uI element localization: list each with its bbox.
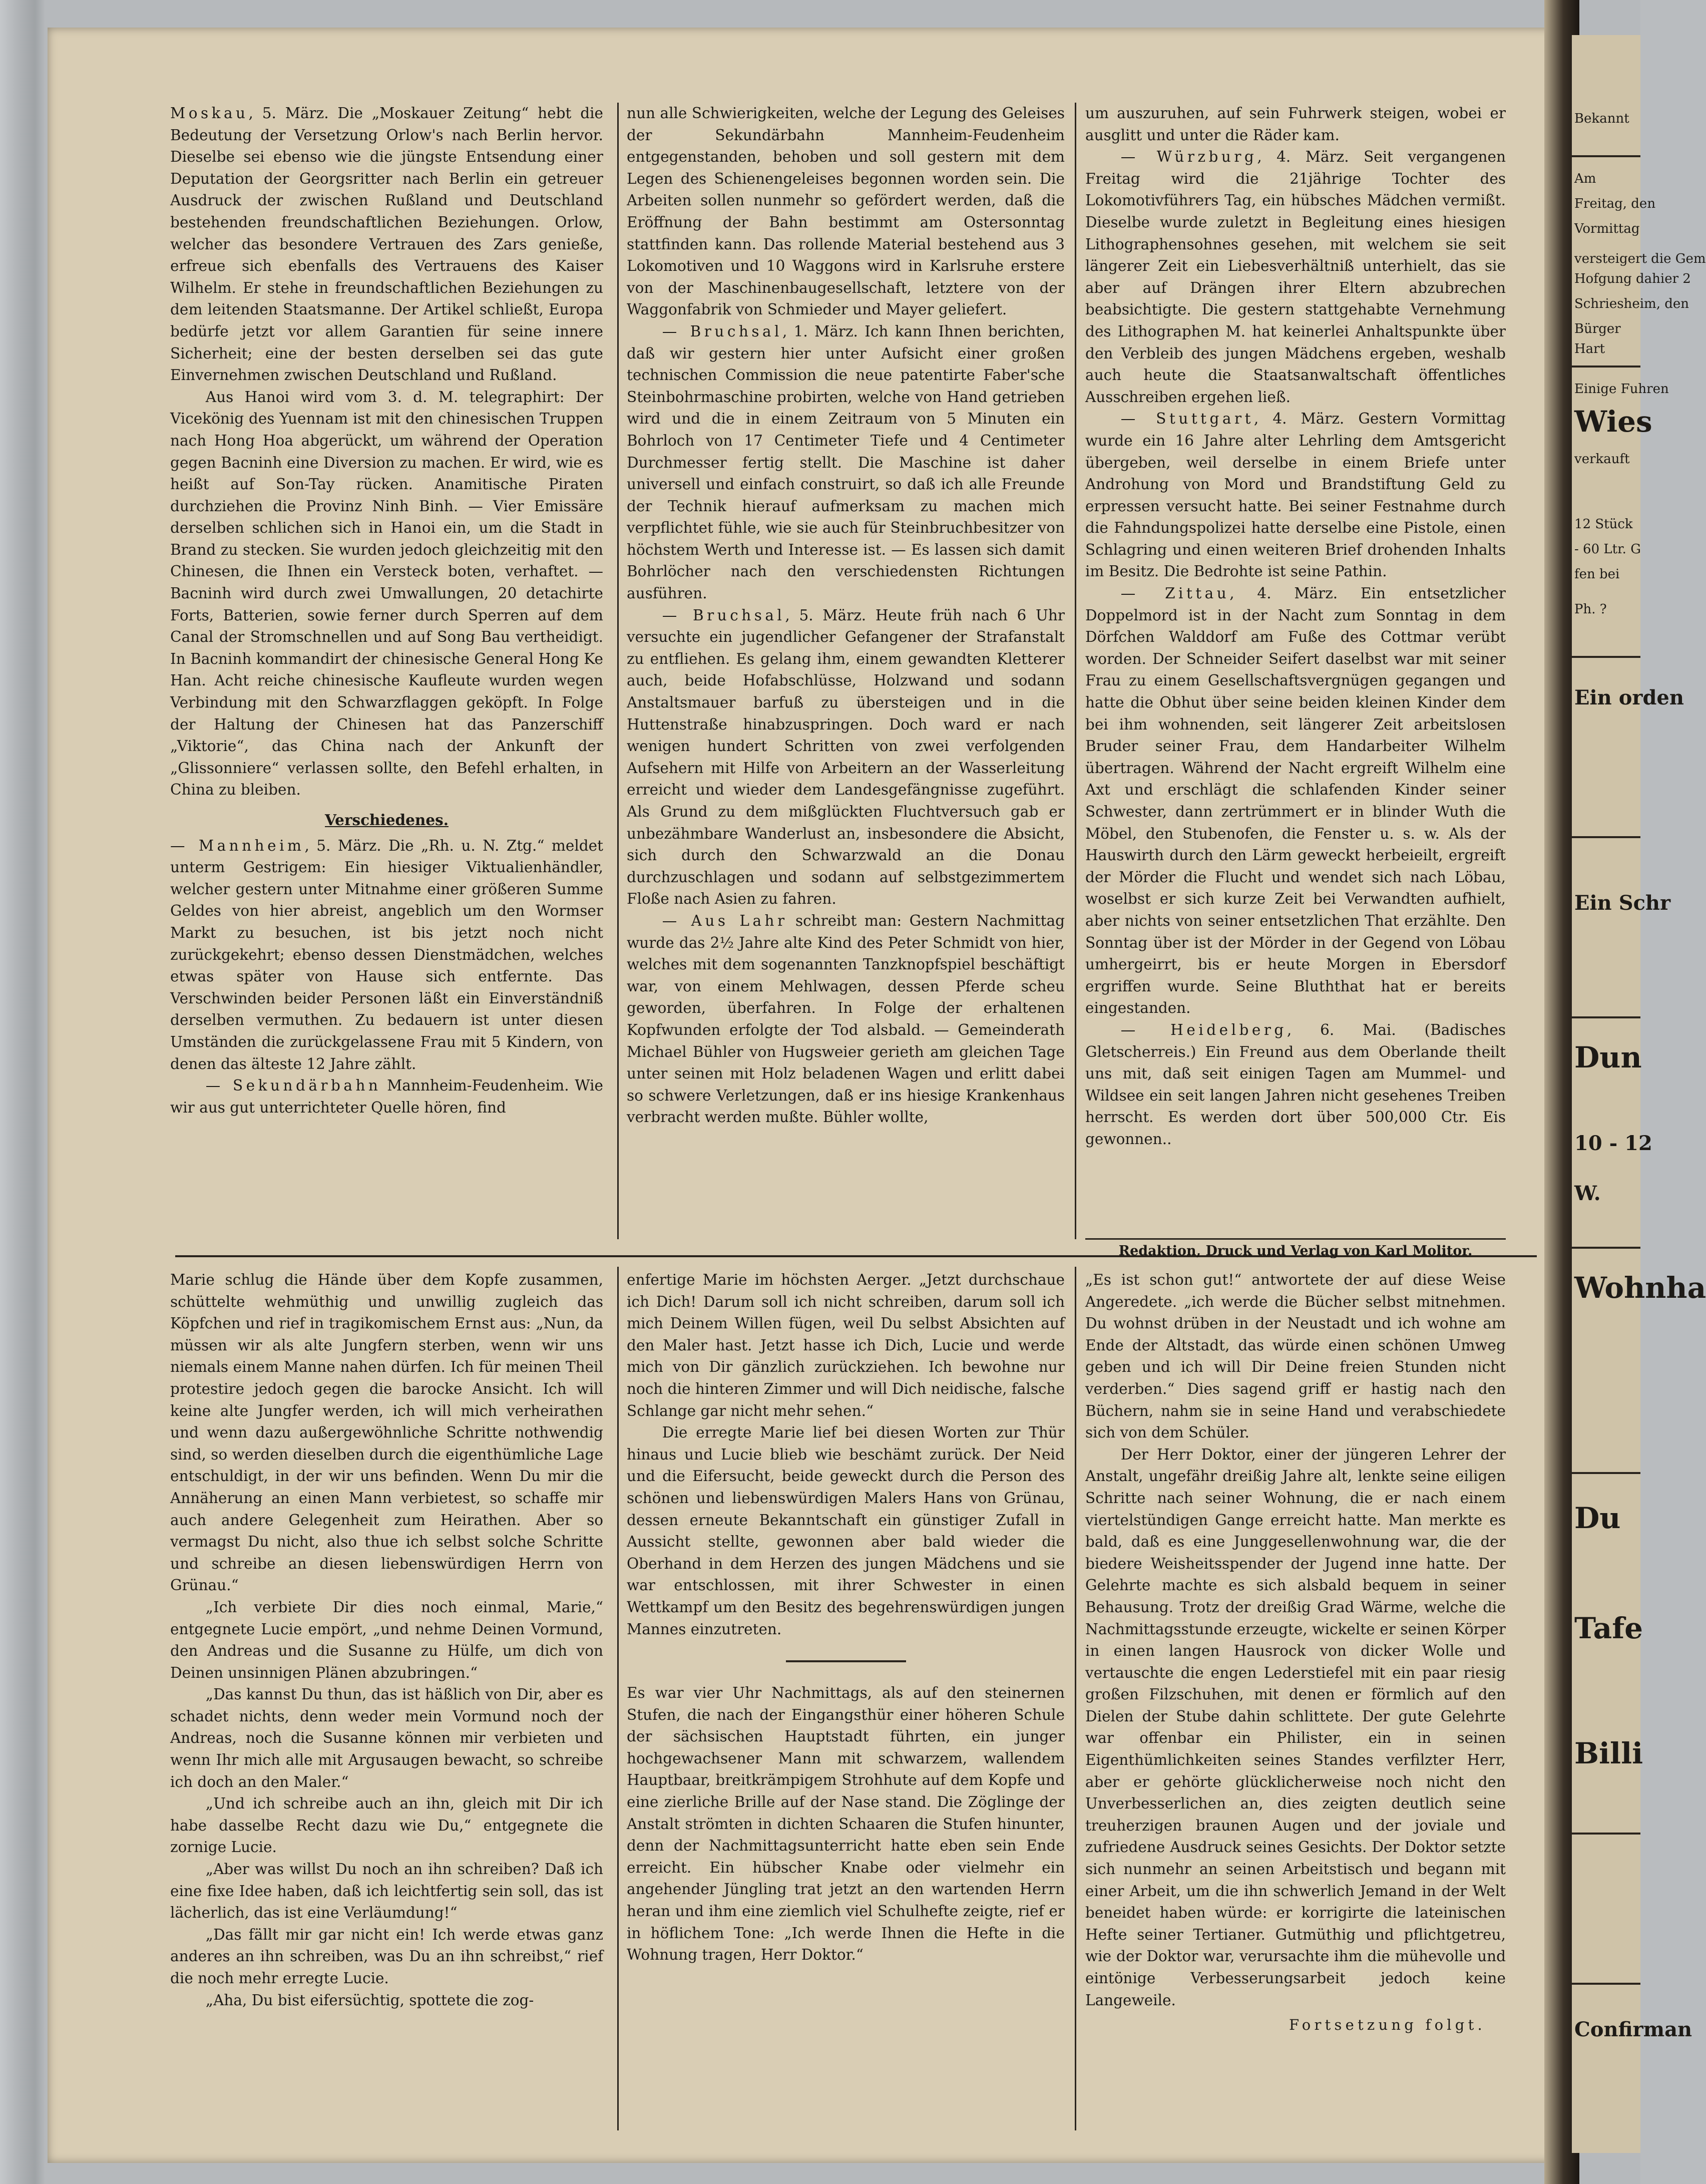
article-text: „Und ich schreibe auch an ihn, gleich mit Dir ich habe dasselbe Recht dazu wie Du,“ entgegnete die zornige Lucie. [170, 1795, 603, 1856]
article-paragraph [170, 1269, 603, 1597]
ad-fragment: Einige Fuhren [1574, 382, 1669, 397]
ad-fragment: Hofgung dahier 2 [1574, 271, 1691, 286]
ad-border [1572, 1016, 1640, 1018]
news-column-1 [170, 103, 603, 1249]
column-1-articles-after [170, 835, 603, 1119]
ad-fragment: - 60 Ltr. G [1574, 542, 1641, 557]
ad-fragment: Vormittag [1574, 221, 1640, 236]
article-text: , 5. März. Die „Rh. u. N. Ztg.“ meldet unterm Gestrigem: Ein hiesiger Viktualienhändler, welcher gestern unter Mitnahme einer größeren Summe Geldes von hier abreist, angeblich um den Wormser Markt zu besuchen, ist bis jetzt noch nicht zurückgekehrt; ebenso dessen Dienstmädchen, welches etwas später von Hause sich entfernte. Das Verschwinden beider Personen läßt ein Einverständniß derselben vermuthen. Zu bedauern ist unter diesen Umständen die zurückgelassene Frau mit 5 Kindern, von denen das älteste 12 Jahre zählt. [170, 837, 603, 1072]
article-paragraph [170, 1924, 603, 1990]
article-paragraph [627, 1422, 1065, 1640]
article-paragraph [1085, 408, 1506, 583]
article-paragraph [170, 1075, 603, 1119]
ad-fragment: 12 Stück [1574, 517, 1633, 532]
article-paragraph [627, 1682, 1065, 1966]
article-paragraph [627, 1269, 1065, 1422]
feuilleton-column-1 [170, 1269, 603, 2140]
ad-fragment: Confirman [1574, 2018, 1692, 2041]
article-text: „Das kannst Du thun, das ist häßlich von Dir, aber es schadet nichts, denn weder mein Vormund noch der Andreas, noch die Susanne können mir verbieten und wenn Ihr mich alle mit Argusaugen bewacht, so schreibe ich doch an den Maler.“ [170, 1686, 603, 1790]
feuilleton-column-2-text [627, 1269, 1065, 1640]
article-dateline: — Bruchsal [662, 322, 782, 340]
article-text: , 4. März. Ein entsetzlicher Doppelmord ist in der Nacht zum Sonntag in dem Dörfchen Walddorf am Fuße des Cottmar verübt worden. Der Schneider Seifert daselbst war mit seiner Frau zu einem Gesellschaftsvergnügen gegangen und hatte die Obhut über seine beiden kleinen Kinder dem bei ihm wohnenden, seit längerer Zeit arbeitslosen Bruder seiner Frau, dem Handarbeiter Wilhelm übertragen. Während der Nacht ergreift Wilhelm eine Axt und erschlägt die schlafenden Kinder seiner Schwester, dann zertrümmert er in blinder Wuth die Möbel, den Stubenofen, die Fenster u. s. w. Als der Hauswirth durch den Lärm geweckt herbeieilt, ergreift der Mörder die Flucht und wendet sich nach Löbau, woselbst er sich kurze Zeit bei Verwandten aufhielt, aber nichts von seiner entsetzlichen That erzählte. Den Sonntag über ist der Mörder in der Gegend von Löbau umhergeirrt, bis er heute Morgen in Ebersdorf ergriffen wurde. Seine Bluththat hat er bereits eingestanden. [1085, 585, 1506, 1017]
ad-fragment: Schriesheim, den [1574, 296, 1689, 311]
article-text: , 4. März. Gestern Vormittag wurde ein 16 Jahre alter Lehrling dem Amtsgericht übergeben, weil derselbe in einem Briefe unter Androhung von Mord und Brandstiftung Geld zu erpressen versucht hatte. Bei seiner Festnahme durch die Fahndungspolizei hatte derselbe eine Pistole, einen Schlagring und einen weiteren Brief drohenden Inhalts im Besitz. Die Bedrohte ist seine Pathin. [1085, 410, 1506, 580]
article-paragraph [1085, 103, 1506, 146]
ad-border [1572, 1472, 1640, 1474]
feuilleton-column-3-text [1085, 1269, 1506, 2011]
article-text: , 5. März. Heute früh nach 6 Uhr versuchte ein jugendlicher Gefangener der Strafanstalt zu entfliehen. Es gelang ihm, einem gewandten Kletterer auch, beide Hofabschlüsse, Holzwand und sodann Anstaltsmauer barfuß zu übersteigen und in die Huttenstraße hinabzuspringen. Doch ward er nach wenigen hundert Schritten von zwei verfolgenden Aufsehern mit Hilfe von Arbeitern an der Wasserleitung erreicht und wieder dem Landesgefängnisse zugeführt. Als Grund zu dem mißglückten Fluchtversuch gab er unbezähmbare Wanderlust an, insbesondere die Absicht, sich durch den Schwarzwald an die Donau durchzuschlagen und sodann auf selbstgezimmertem Floße nach Asien zu fahren. [627, 606, 1065, 908]
ad-fragment: fen bei [1574, 567, 1620, 582]
ad-fragment: Ph. ? [1574, 602, 1607, 617]
feuilleton-column-1-text [170, 1269, 603, 2011]
ad-border [1572, 155, 1640, 157]
article-dateline: — Sekundärbahn [205, 1077, 381, 1095]
ad-border [1572, 656, 1640, 658]
feuilleton-column-2 [627, 1269, 1065, 2140]
ad-fragment: Billi [1574, 1736, 1643, 1770]
ad-fragment: Bürger [1574, 321, 1621, 336]
column-rule [617, 103, 619, 1239]
scene-separator [786, 1660, 906, 1662]
article-text: Marie schlug die Hände über dem Kopfe zusammen, schüttelte wehmüthig und unwillig zugleich das Köpfchen und rief in tragikomischem Ernst aus: „Nun, da müssen wir als alte Jungfern sterben, wenn wir uns niemals einem Manne nahen dürfen. Ich für meinen Theil protestire jedoch gegen die barocke Ansicht. Ich will keine alte Jungfer werden, ich will mich verheirathen und wenn dazu außergewöhnliche Schritte nothwendig sind, so werden dieselben durch die eigenthümliche Lage entschuldigt, in der wir uns befinden. Wenn Du mir die Annäherung an einen Mann verbietest, so schaffe mir auch andere Gelegenheit zum Heirathen. Aber so vermagst Du nicht, also thue ich selbst solche Schritte und schreibe an diesen liebenswürdigen Herrn von Grünau.“ [170, 1271, 603, 1594]
article-paragraph [170, 387, 603, 801]
ad-fragment: Wies [1574, 405, 1652, 439]
article-text: Der Herr Doktor, einer der jüngeren Lehrer der Anstalt, ungefähr dreißig Jahre alt, lenkte seine eiligen Schritte nach seiner Wohnung, die er nach einem viertelstündigen Gange erreicht hatte. Man merkte es bald, daß es eine Junggesellenwohnung war, die der biedere Weisheitsspender der Jugend inne hatte. Der Gelehrte machte es sich alsbald bequem in seiner Behausung. Trotz der dreißig Grad Wärme, welche die Nachmittagsstunde erzeugte, wickelte er seinen Körper in einen langen Hausrock von dicker Wolle und vertauschte die engen Lederstiefel mit ein paar riesig großen Filzschuhen, mit denen er förmlich auf den Dielen der Stube dahin schlittete. Der gute Gelehrte war offenbar ein Philister, ein in seinen Eigenthümlichkeiten seines Standes verfilzter Herr, aber er gehörte glücklicherweise noch nicht den Unverbesserlichen an, dies zeigten deutlich seine treuherzigen braunen Augen und der joviale und zufriedene Ausdruck seines Gesichts. Der Doktor setzte sich nunmehr an seinen Arbeitstisch und begann mit einer Arbeit, um die ihn schwerlich Jemand in der Welt beneidet haben würde: er korrigirte die lateinischen Hefte seiner Tertianer. Gutmüthig und pflichtgetreu, wie der Doktor war, verursachte ihm die mühevolle und eintönige Verbesserungsarbeit jedoch keine Langeweile. [1085, 1445, 1506, 2009]
article-text: , 1. März. Ich kann Ihnen berichten, daß wir gestern hier unter Aufsicht einer großen technischen Commission die neue patentirte Faber'sche Steinbohrmaschine probirten, welche von Hand getrieben wird und die in einem Zeitraum von 5 Minuten ein Bohrloch von 17 Centimeter Tiefe und 4 Centimeter Durchmesser fertig stellt. Die Maschine ist daher universell und einfach construirt, so daß ich alle Freunde der Technik hierauf aufmerksam zu machen mich verpflichtet fühle, wie sie auch für Steinbruchbesitzer von höchstem Werth und Interesse ist. — Es lassen sich damit Bohrlöcher nach den verschiedensten Richtungen ausführen. [627, 322, 1065, 602]
article-paragraph [1085, 583, 1506, 1019]
ad-fragment: Tafe [1574, 1611, 1643, 1645]
article-dateline: — Aus Lahr [662, 912, 788, 929]
article-text: schreibt man: Gestern Nachmittag wurde das 2½ Jahre alte Kind des Peter Schmidt von hier, welches mit dem sogenannten Tanzknopfspiel beschäftigt war, von einem Mehlwagen, dessen Pferde scheu geworden, überfahren. In Folge der erhaltenen Kopfwunden erfolgte der Tod alsbald. — Gemeinderath Michael Bühler von Hugsweier gerieth am gleichen Tage unter seinen mit Holz beladenen Wagen und erlitt dabei so schwere Verletzungen, daß er ins hiesige Krankenhaus verbracht werden mußte. Bühler wollte, [627, 912, 1065, 1126]
ad-fragment: 10 - 12 [1574, 1132, 1652, 1155]
article-dateline: Moskau [170, 105, 249, 122]
article-paragraph [1085, 146, 1506, 408]
ad-fragment: Hart [1574, 341, 1605, 356]
article-text: „Aber was willst Du noch an ihn schreiben? Daß ich eine fixe Idee haben, daß ich leichtfertig sein soll, das ist lächerlich, das ist eine Verläumdung!“ [170, 1861, 603, 1922]
article-text: um auszuruhen, auf sein Fuhrwerk steigen, wobei er ausglitt und unter die Räder kam. [1085, 105, 1506, 144]
column-1-articles [170, 103, 603, 801]
ad-fragment: Am [1574, 171, 1596, 186]
ad-fragment: Ein Schr [1574, 891, 1671, 915]
column-2-articles [627, 103, 1065, 1129]
article-text: „Es ist schon gut!“ antwortete der auf diese Weise Angeredete. „ich werde die Bücher selbst mitnehmen. Du wohnst drüben in der Neustadt und ich wohne am Ende der Altstadt, das würde einen schönen Umweg geben und ich will Dir Deine freien Stunden nicht verderben.“ Dies sagend griff er hastig nach den Büchern, nahm sie in seine Hand und verabschiedete sich von dem Schüler. [1085, 1271, 1506, 1441]
article-paragraph [1085, 1269, 1506, 1444]
adjacent-page-ads [1572, 35, 1706, 2153]
article-paragraph [170, 1793, 603, 1859]
article-text: , 5. März. Die „Moskauer Zeitung“ hebt die Bedeutung der Versetzung Orlow's nach Berlin hervor. Dieselbe sei ebenso wie die jüngste Entsendung einer Deputation der Georgsritter nach Berlin ein getreuer Ausdruck der zwischen Rußland und Deutschland bestehenden freundschaftlichen Beziehungen. Orlow, welcher das besondere Vertrauen des Zars genieße, erfreue sich ebenfalls des Vertrauens des Kaiser Wilhelm. Er stehe in freundschaftlichen Beziehungen zu dem leitenden Staatsmanne. Der Artikel schließt, Europa bedürfe jetzt vor allem Garantien für seine innere Sicherheit; eine der besten derselben sei das gute Einvernehmen zwischen Deutschland und Rußland. [170, 105, 603, 384]
ad-border [1572, 1247, 1640, 1249]
ad-fragment: Ein orden [1574, 686, 1684, 709]
article-paragraph [627, 910, 1065, 1129]
article-dateline: — Zittau [1120, 585, 1230, 602]
article-text: Die erregte Marie lief bei diesen Worten zur Thür hinaus und Lucie blieb wie beschämt zurück. Der Neid und die Eifersucht, beide geweckt durch die Person des schönen und liebenswürdigen Malers Hans von Grünau, dessen erneute Bekanntschaft ein günstiger Zufall in Aussicht stellte, gewonnen aber bald wieder die Oberhand in dem Herzen des jungen Mädchens und sie war entschlossen, mit ihrer Schwester in einen Wettkampf um den Besitz des begehrenswürdigen jungen Mannes einzutreten. [627, 1424, 1065, 1638]
article-text: Mannheim-Feudenheim. Wie wir aus gut unterrichteter Quelle hören, find [170, 1077, 603, 1116]
article-paragraph [170, 1597, 603, 1684]
imprint-line: Redaktion, Druck und Verlag von Karl Molitor. [1118, 1243, 1473, 1259]
article-text: enfertige Marie im höchsten Aerger. „Jetzt durchschaue ich Dich! Darum soll ich nicht schreiben, darum soll ich mich Deinem Willen fügen, weil Du selbst Absichten auf den Maler hast. Jetzt hasse ich Dich, Lucie und werde mich von Dir gänzlich zurückziehen. Ich bewohne nur noch die hinteren Zimmer und will Dich neidische, falsche Schlange gar nicht mehr sehen.“ [627, 1271, 1065, 1419]
ad-fragment: W. [1574, 1182, 1601, 1205]
article-paragraph [170, 1990, 603, 2012]
article-text: „Das fällt mir gar nicht ein! Ich werde etwas ganz anderes an ihn schreiben, was Du an ihn schreibst,“ rief die noch mehr erregte Lucie. [170, 1926, 603, 1987]
article-text: Es war vier Uhr Nachmittags, als auf den steinernen Stufen, die nach der Eingangsthür einer höheren Schule der sächsischen Hauptstadt führten, ein junger hochgewachsener Mann mit schwarzem, wallendem Hauptbaar, breitkrämpigem Strohhute auf dem Kopfe und eine zierliche Brille auf der Nase stand. Die Zöglinge der Anstalt strömten in dichten Schaaren die Stufen hinunter, denn der Nachmittagsunterricht hatte eben sein Ende erreicht. Ein hübscher Knabe oder vielmehr ein angehender Jüngling trat jetzt an den wartenden Herrn heran und ihm eine ziemlich viel Schulhefte zeigte, rief er in höflichem Tone: „Ich werde Ihnen die Hefte in die Wohnung tragen, Herr Doktor.“ [627, 1684, 1065, 1964]
continuation-notice: Fortsetzung folgt. [1289, 2016, 1486, 2034]
article-text: nun alle Schwierigkeiten, welche der Legung des Geleises der Sekundärbahn Mannheim-Feudenheim entgegenstanden, behoben und soll gestern mit dem Legen des Schienengeleises begonnen worden sein. Die Arbeiten sollen nunmehr so gefördert werden, daß die Eröffnung der Bahn bestimmt am Ostersonntag stattfinden kann. Das rollende Material bestehend aus 3 Lokomotiven und 10 Waggons wird in Karlsruhe erstere von der Maschinenbaugesellschaft, letztere von der Waggonfabrik von Schmieder und Mayer geliefert. [627, 105, 1065, 318]
feuilleton-column-2-text-after [627, 1682, 1065, 1966]
ad-fragment: Bekannt [1574, 111, 1629, 126]
article-text: „Aha, Du bist eifersüchtig, spottete die zog- [205, 1991, 534, 2009]
ad-fragment: Wohnha [1574, 1271, 1706, 1305]
article-paragraph [170, 103, 603, 387]
article-paragraph [170, 835, 603, 1075]
article-paragraph [627, 103, 1065, 321]
article-dateline: — Stuttgart [1120, 410, 1254, 428]
ad-fragment: Freitag, den [1574, 196, 1656, 211]
article-text: , 6. Mai. (Badisches Gletscherreis.) Ein Freund aus dem Oberlande theilt uns mit, daß seit einigen Tagen am Mummel- und Wildsee ein seit langen Jahren nicht gesehenes Treiben herrscht. Es werden dort über 500,000 Ctr. Eis gewonnen.. [1085, 1021, 1506, 1148]
ad-fragment: Dun [1574, 1040, 1642, 1074]
article-dateline: — Heidelberg [1120, 1021, 1287, 1038]
article-paragraph [170, 1859, 603, 1924]
ad-border [1572, 1983, 1640, 1985]
article-paragraph [627, 321, 1065, 605]
news-column-3 [1085, 103, 1506, 1237]
column-rule [1075, 103, 1076, 1239]
article-paragraph [1085, 1019, 1506, 1151]
ad-border [1572, 836, 1640, 838]
article-text: „Ich verbiete Dir dies noch einmal, Marie,“ entgegnete Lucie empört, „und nehme Deinen Vormund, den Andreas und die Susanne zu Hülfe, um dich von Deinen unsinnigen Plänen abzubringen.“ [170, 1598, 603, 1681]
news-column-2 [627, 103, 1065, 1249]
feuilleton-column-3 [1085, 1269, 1506, 2140]
article-dateline: — Bruchsal [662, 606, 785, 624]
column-rule [617, 1267, 619, 2130]
article-dateline: — Würzburg [1120, 148, 1257, 166]
column-3-articles [1085, 103, 1506, 1151]
section-heading: Verschiedenes. [325, 811, 449, 829]
article-text: Aus Hanoi wird vom 3. d. M. telegraphirt: Der Vicekönig des Yuennam ist mit den chinesischen Truppen nach Hong Hoa abgerückt, um während der Operation gegen Bacninh eine Diversion zu machen. Er wird, wie es heißt auf Son-Tay rücken. Anamitische Piraten durchziehen die Provinz Ninh Binh. — Vier Emissäre derselben schlichen sich in Hanoi ein, um die Stadt in Brand zu stecken. Sie wurden jedoch gleichzeitig mit den Chinesen, die Ihnen ein Versteck boten, verhaftet. — Bacninh wird durch zwei Umwallungen, 20 detachirte Forts, Batterien, sowie ferner durch Sperren auf dem Canal der Stromschnellen und auf Song Bau vertheidigt. In Bacninh kommandirt der chinesische General Hong Ke Han. Acht reiche chinesische Kaufleute wurden wegen Verbindung mit den Schwarzflaggen geköpft. In Folge der Haltung der Chinesen hat das Panzerschiff „Viktorie“, das China nach der Ankunft der „Glissonniere“ verlassen sollte, den Befehl erhalten, in China zu bleiben. [170, 388, 603, 799]
article-dateline: — Mannheim [170, 837, 305, 854]
ad-fragment: Du [1574, 1501, 1621, 1535]
ad-border [1572, 1833, 1640, 1835]
ad-fragment: verkauft [1574, 452, 1630, 467]
imprint-rule [1085, 1238, 1506, 1240]
ad-fragment: versteigert die Gem [1574, 251, 1706, 266]
column-rule [1075, 1267, 1076, 2130]
ad-border [1572, 366, 1640, 368]
article-paragraph [627, 605, 1065, 910]
article-paragraph [170, 1684, 603, 1793]
article-paragraph [1085, 1444, 1506, 2011]
article-text: , 4. März. Seit vergangenen Freitag wird die 21jährige Tochter des Lokomotivführers Tag, ein hübsches Mädchen vermißt. Dieselbe wurde zuletzt in Begleitung eines hiesigen Lithographensohnes gesehen, mit welchem sie seit längerer Zeit ein Liebesverhältniß unterhielt, das sie aber auf Drängen ihrer Eltern abzubrechen beabsichtigte. Die gestern stattgehabte Vernehmung des Lithographen M. hat keinerlei Anhaltspunkte über den Verbleib des jungen Mädchens ergeben, weshalb auch heute die Staatsanwaltschaft öffentliches Ausschreiben ergehen ließ. [1085, 148, 1506, 406]
